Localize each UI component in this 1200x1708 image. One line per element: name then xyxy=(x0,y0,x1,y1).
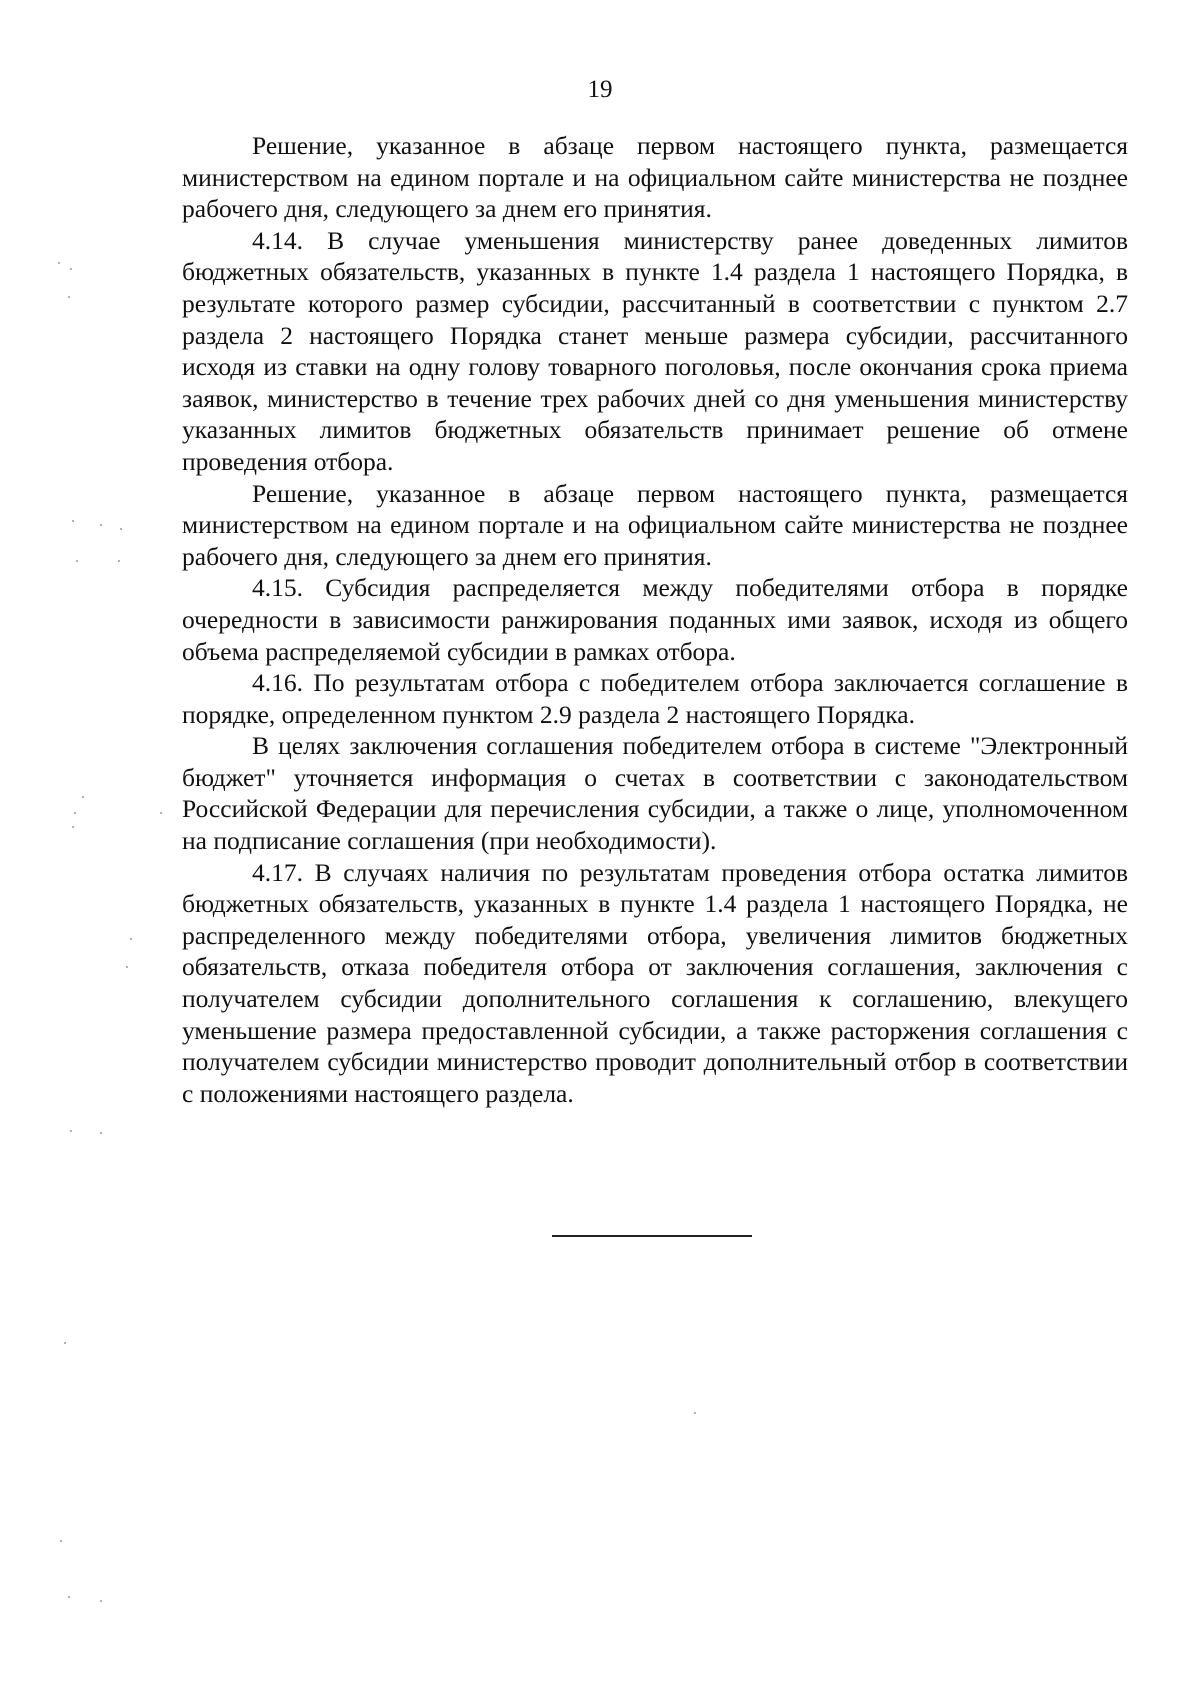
scan-speck xyxy=(58,262,60,264)
paragraph-decision-publication-2: Решение, указанное в абзаце первом настоящего пункта, размещается министерством на едином портале и на официальном сайте министерства не позднее рабочего дня, следующего за днем его принятия. xyxy=(182,478,1128,571)
scan-speck xyxy=(160,812,162,814)
paragraph-4-17: 4.17. В случаях наличия по результатам проведения отбора остатка лимитов бюджетных обязательств, указанных в пункте 1.4 раздела 1 настоящего Порядка, не распределенного между победителями отбора, увеличения лимитов бюджетных обязательств, отказа победителя отбора от заключения соглашения, заключения с получателем субсидии дополнительного соглашения к соглашению, влекущего уменьшение размера предоставленной субсидии, а также расторжения соглашения с получателем субсидии министерство проводит дополнительный отбор в соответствии с положениями настоящего раздела. xyxy=(182,857,1128,1108)
scan-speck xyxy=(72,520,74,522)
scan-speck xyxy=(118,560,120,562)
scan-speck xyxy=(82,796,84,798)
paragraph-decision-publication-1: Решение, указанное в абзаце первом настоящего пункта, размещается министерством на едином портале и на официальном сайте министерства не позднее рабочего дня, следующего за днем его принятия. xyxy=(182,131,1128,224)
scan-speck xyxy=(100,1132,102,1134)
scan-speck xyxy=(120,528,122,530)
scan-speck xyxy=(100,524,102,526)
paragraph-4-14: 4.14. В случае уменьшения министерству ранее доведенных лимитов бюджетных обязательств, указанных в пункте 1.4 раздела 1 настоящего Порядка, в результате которого размер субсидии, рассчитанный в соответствии с пунктом 2.7 раздела 2 настоящего Порядка станет меньше размера субсидии, рассчитанного исходя из ставки на одну голову товарного поголовья, после окончания срока приема заявок, министерство в течение трех рабочих дней со дня уменьшения министерству указанных лимитов бюджетных обязательств принимает решение об отмене проведения отбора. xyxy=(182,225,1128,476)
paragraph-4-16: 4.16. По результатам отбора с победителем отбора заключается соглашение в порядке, определенном пунктом 2.9 раздела 2 настоящего Порядка. xyxy=(182,668,1128,729)
scan-speck xyxy=(126,966,128,968)
scan-speck xyxy=(74,812,76,814)
scan-speck xyxy=(68,1596,70,1598)
scan-speck xyxy=(70,1130,72,1132)
paragraph-electronic-budget: В целях заключения соглашения победителем отбора в системе "Электронный бюджет" уточняется информация о счетах в соответствии с законодательством Российской Федерации для перечисления субсидии, а также о лице, уполномоченном на подписание соглашения (при необходимости). xyxy=(182,731,1128,856)
scan-speck xyxy=(70,268,72,270)
scan-speck xyxy=(694,1412,696,1414)
scan-speck xyxy=(76,560,78,562)
scan-speck xyxy=(64,1342,66,1344)
scan-speck xyxy=(72,826,74,828)
page-number: 19 xyxy=(587,76,613,103)
end-of-text-rule xyxy=(552,1235,752,1237)
document-body xyxy=(182,130,1128,1109)
paragraph-4-15: 4.15. Субсидия распределяется между победителями отбора в порядке очередности в зависимости ранжирования поданных ими заявок, исходя из общего объема распределяемой субсидии в рамках отбора. xyxy=(182,573,1128,666)
scan-speck xyxy=(68,296,70,298)
scan-speck xyxy=(100,1600,102,1602)
scan-speck xyxy=(60,1540,62,1542)
scan-speck xyxy=(130,938,132,940)
